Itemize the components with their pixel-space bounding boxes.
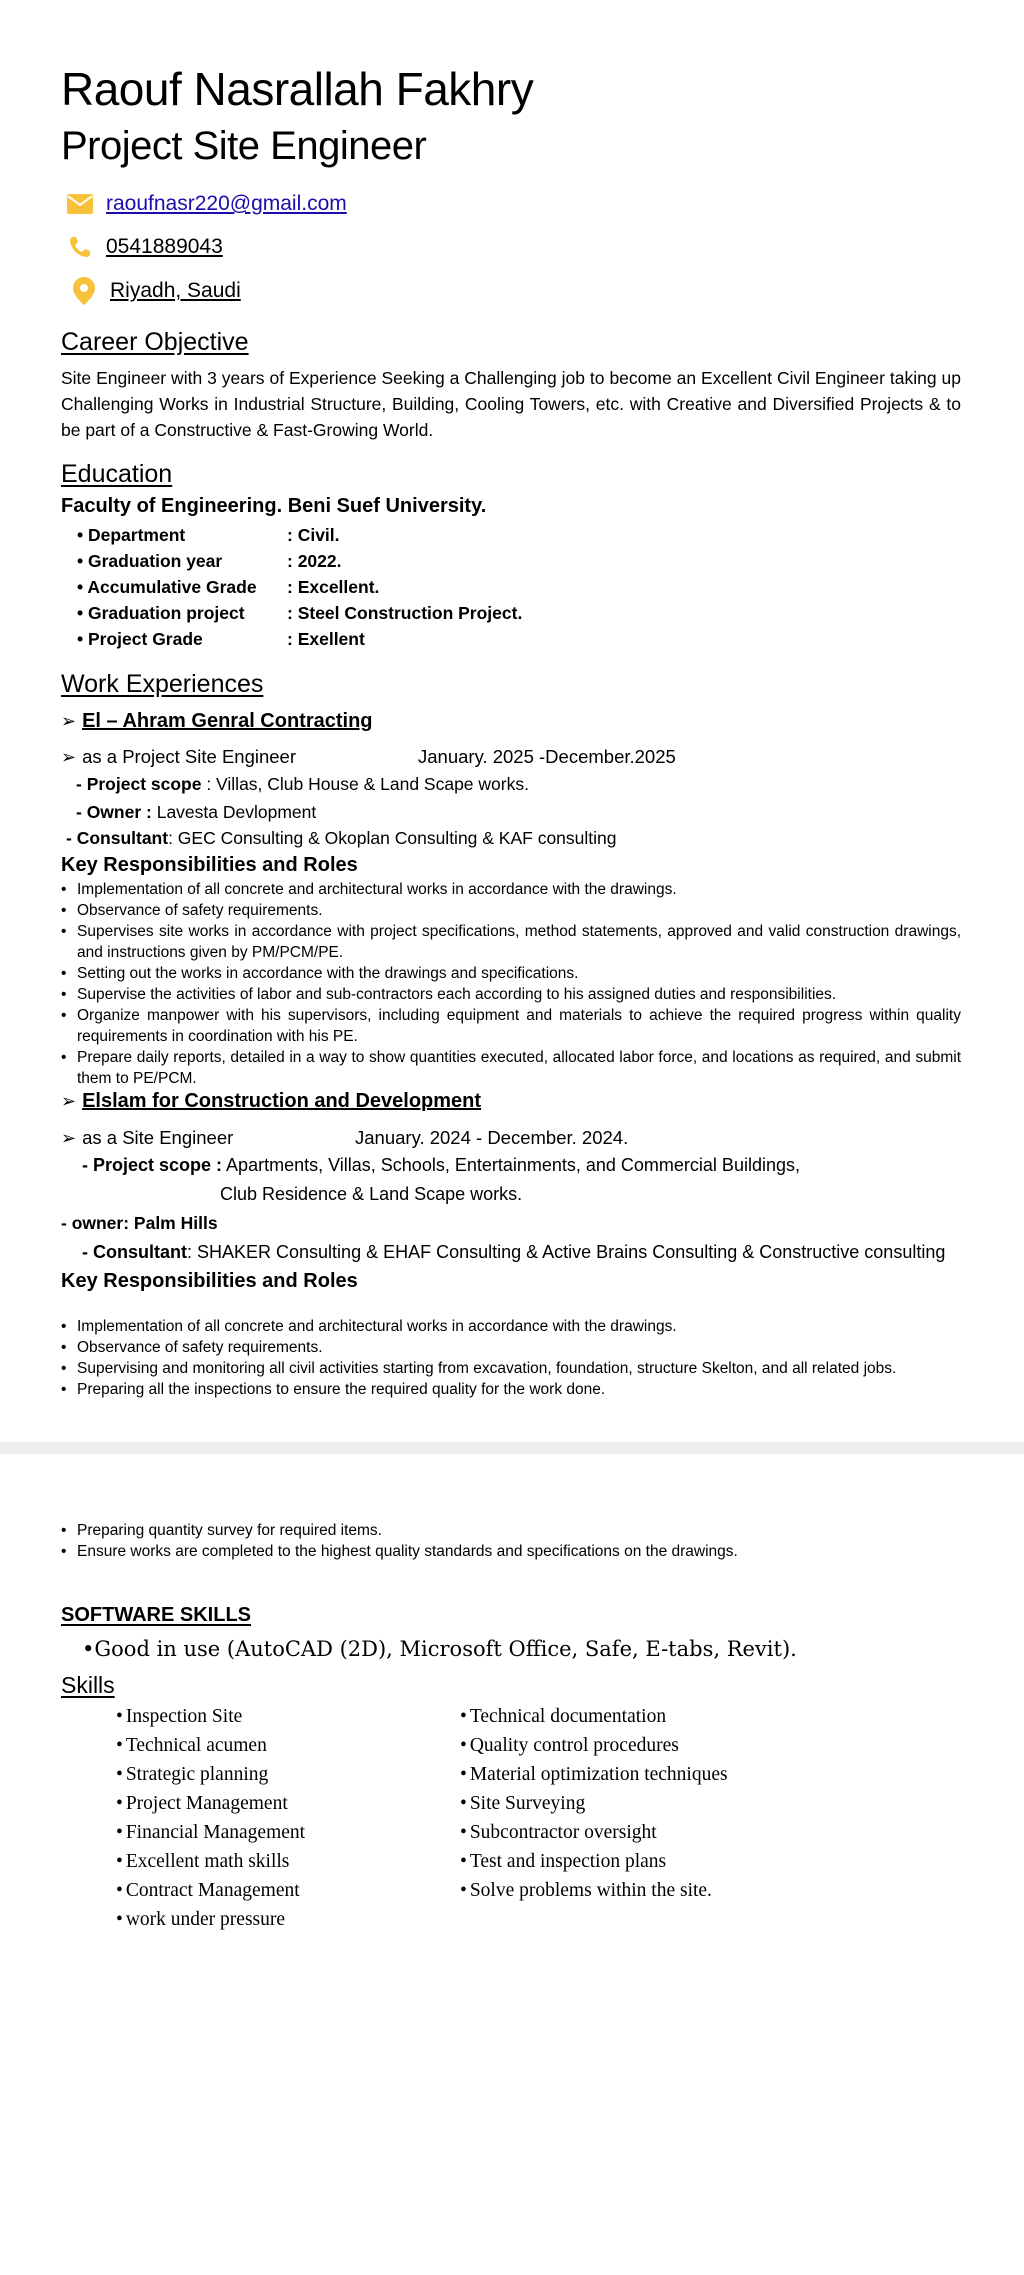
job2-responsibilities-heading: Key Responsibilities and Roles [61, 1270, 358, 1292]
arrow-bullet-icon: ➢ [61, 711, 77, 731]
list-item: • Organize manpower with his supervisors, including equipment and materials to achieve the required progress within quality requirements in coordination with his PE. [61, 1005, 961, 1047]
education-details [77, 522, 522, 652]
list-item: • Ensure works are completed to the highest quality standards and specifications on the drawings. [61, 1541, 961, 1562]
envelope-icon [66, 190, 94, 218]
edu-row [77, 626, 522, 652]
career-objective-heading: Career Objective [61, 328, 249, 356]
job2-role: Site Engineer [122, 1127, 234, 1148]
job2-scope-continued: Club Residence & Land Scape works. [220, 1184, 523, 1204]
edu-row [77, 522, 522, 548]
edu-key: • Department [77, 522, 287, 548]
list-item: • Supervises site works in accordance with project specifications, method statements, approved and valid construction drawings, and instructions given by PM/PCM/PE. [61, 921, 961, 963]
edu-row [77, 548, 522, 574]
skill-item: • Financial Management [116, 1818, 305, 1847]
phone-icon [66, 233, 94, 261]
list-item: • Implementation of all concrete and architectural works in accordance with the drawings. [61, 1316, 961, 1337]
edu-value: : Excellent. [287, 577, 380, 597]
arrow-bullet-icon: ➢ [61, 1091, 77, 1111]
edu-row [77, 600, 522, 626]
career-objective-text: Site Engineer with 3 years of Experience Seeking a Challenging job to become an Excellent Civil Engineer taking up Challenging Works in Industrial Structure, Building, Cooling Towers, etc. with Creative and Diversified Projects & to be part of a Constructive & Fast-Growing World. [61, 368, 961, 440]
skill-item: • Contract Management [116, 1876, 305, 1905]
edu-key: • Graduation project [77, 600, 287, 626]
software-skills-text: •Good in use (AutoCAD (2D), Microsoft Office, Safe, E-tabs, Revit). [82, 1637, 797, 1661]
list-item: • Preparing all the inspections to ensure the required quality for the work done. [61, 1379, 961, 1400]
skills-left-column [116, 1702, 305, 1934]
arrow-bullet-icon: ➢ [61, 1128, 77, 1148]
job2-as: as a [82, 1127, 118, 1148]
resume-page-2 [0, 1454, 1024, 2275]
list-item: • Preparing quantity survey for required items. [61, 1520, 961, 1541]
job2-dates: January. 2024 - December. 2024. [355, 1127, 629, 1148]
edu-value: : Civil. [287, 525, 340, 545]
edu-key: • Accumulative Grade [77, 574, 287, 600]
edu-value: : Exellent [287, 629, 365, 649]
job2-consultant: - Consultant: SHAKER Consulting & EHAF Consulting & Active Brains Consulting & Constructive consulting [82, 1242, 946, 1262]
location-pin-icon [70, 277, 98, 305]
page-separator [0, 1442, 1024, 1454]
job1-scope: - Project scope : Villas, Club House & Land Scape works. [76, 774, 529, 794]
job1-role: Project Site Engineer [122, 746, 296, 767]
skill-item: • Project Management [116, 1789, 305, 1818]
education-heading: Education [61, 460, 173, 488]
skill-item: • Excellent math skills [116, 1847, 305, 1876]
education-school: Faculty of Engineering. Beni Suef University. [61, 495, 487, 517]
job2-company-line [61, 1090, 481, 1113]
list-item: • Prepare daily reports, detailed in a way to show quantities executed, allocated labor force, and locations as required, and submit them to PE/PCM. [61, 1047, 961, 1089]
list-item: • Setting out the works in accordance with the drawings and specifications. [61, 963, 961, 984]
job1-owner: - Owner : Lavesta Devlopment [76, 802, 317, 822]
skills-right-column [460, 1702, 728, 1905]
job2-role-line [61, 1127, 233, 1149]
edu-key: • Project Grade [77, 626, 287, 652]
list-item: • Supervise the activities of labor and sub-contractors each according to his assigned duties and responsibilities. [61, 984, 961, 1005]
contact-email [66, 190, 347, 218]
contact-phone [66, 233, 223, 261]
list-item: • Observance of safety requirements. [61, 1337, 961, 1358]
job2-scope: - Project scope : Apartments, Villas, Schools, Entertainments, and Commercial Buildings, [82, 1155, 800, 1175]
job1-as: as a [82, 746, 118, 767]
arrow-bullet-icon: ➢ [61, 747, 77, 767]
candidate-title: Project Site Engineer [61, 124, 427, 168]
skill-item: • Site Surveying [460, 1789, 728, 1818]
job1-role-line [61, 746, 296, 768]
job1-responsibilities-heading: Key Responsibilities and Roles [61, 854, 358, 876]
phone-number[interactable]: 0541889043 [106, 235, 223, 258]
skill-item: • Technical acumen [116, 1731, 305, 1760]
candidate-name: Raouf Nasrallah Fakhry [61, 63, 534, 115]
software-skills-heading: SOFTWARE SKILLS [61, 1604, 251, 1626]
list-item: • Implementation of all concrete and architectural works in accordance with the drawings. [61, 879, 961, 900]
job1-dates: January. 2025 -December.2025 [418, 746, 676, 767]
list-item: • Supervising and monitoring all civil activities starting from excavation, foundation, structure Skelton, and all related jobs. [61, 1358, 961, 1379]
job2-owner: - owner: Palm Hills [61, 1213, 218, 1233]
job1-responsibilities-list [61, 879, 961, 1089]
skill-item: • work under pressure [116, 1905, 305, 1934]
skill-item: • Subcontractor oversight [460, 1818, 728, 1847]
email-link[interactable]: raoufnasr220@gmail.com [106, 192, 347, 215]
edu-row [77, 574, 522, 600]
skills-heading: Skills [61, 1672, 115, 1698]
list-item: • Observance of safety requirements. [61, 900, 961, 921]
job1-company-line [61, 710, 373, 733]
skill-item: • Technical documentation [460, 1702, 728, 1731]
job1-company: El – Ahram Genral Contracting [82, 710, 373, 732]
skill-item: • Test and inspection plans [460, 1847, 728, 1876]
edu-value: : 2022. [287, 551, 342, 571]
skill-item: • Material optimization techniques [460, 1760, 728, 1789]
edu-key: • Graduation year [77, 548, 287, 574]
skill-item: • Strategic planning [116, 1760, 305, 1789]
job2-company: Elslam for Construction and Development [82, 1090, 482, 1112]
edu-value: : Steel Construction Project. [287, 603, 523, 623]
work-experience-heading: Work Experiences [61, 670, 264, 698]
job1-consultant: - Consultant: GEC Consulting & Okoplan Consulting & KAF consulting [66, 828, 617, 848]
job2-responsibilities-continued [61, 1520, 961, 1562]
location-text: Riyadh, Saudi [110, 279, 241, 302]
skill-item: • Solve problems within the site. [460, 1876, 728, 1905]
skill-item: • Quality control procedures [460, 1731, 728, 1760]
job2-responsibilities-list [61, 1316, 961, 1400]
contact-location [70, 277, 241, 305]
skill-item: • Inspection Site [116, 1702, 305, 1731]
